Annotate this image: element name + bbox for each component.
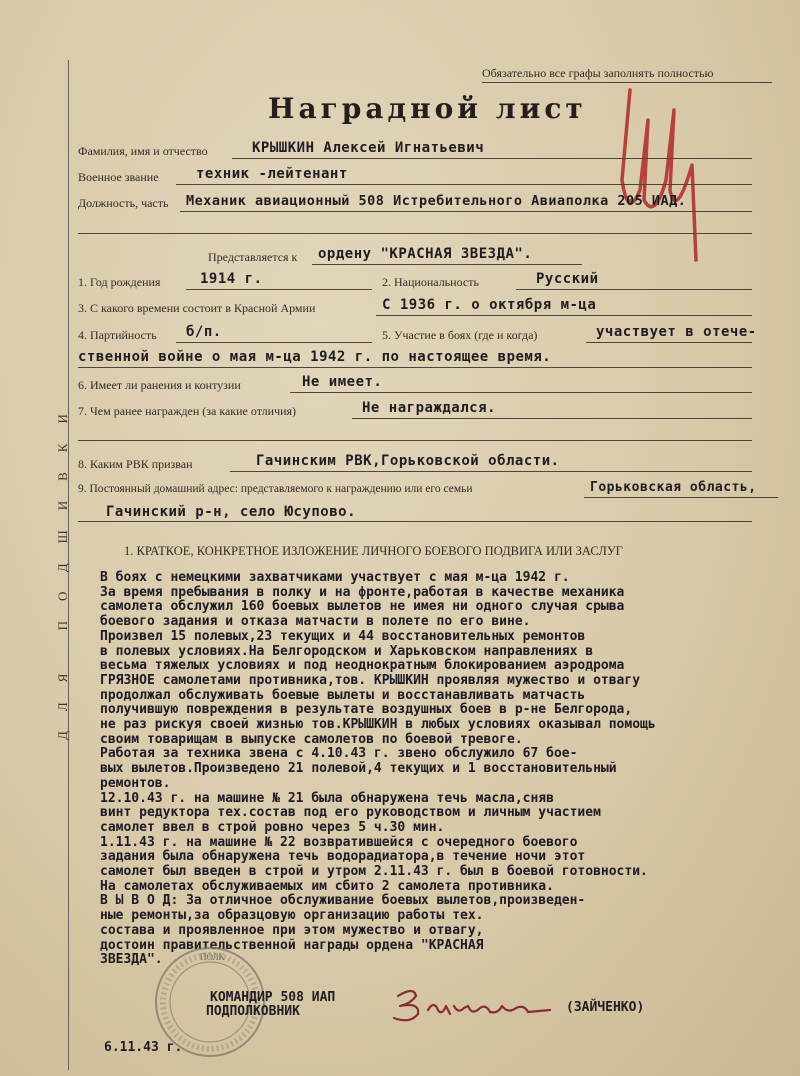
body-text-line: самолет был введен в строй и утром 2.11.43 г. был в боевой готовности. — [100, 864, 648, 879]
body-text-line: не раз рискуя своей жизнью тов.КРЫШКИН в любых условиях оказывал помощь — [100, 717, 656, 732]
commander-name: (ЗАЙЧЕНКО) — [566, 1000, 645, 1015]
address-label: 9. Постоянный домашний адрес: представляемого к награждению или его семьи — [78, 483, 473, 495]
prior-awards-line-2 — [78, 440, 752, 441]
address-value: Горьковская область, — [590, 480, 757, 495]
body-text-line: достоин правительственной награды ордена "КРАСНАЯ — [100, 937, 484, 953]
body-text-line: продолжал обслуживать боевые вылеты и восстанавливать матчасть — [100, 687, 586, 703]
body-text-line: В Ы В О Д: За отличное обслуживание боевых вылетов,произведен- — [100, 893, 586, 909]
position-line-2 — [78, 233, 752, 234]
rank-line — [176, 184, 752, 185]
position-value: Механик авиационный 508 Истребительного Авиаполка 205 ИАД. — [186, 193, 687, 209]
commander-line: КОМАНДИР 508 ИАП — [210, 990, 336, 1005]
birth-year-value: 1914 г. — [200, 271, 263, 287]
wounds-value: Не имеет. — [302, 374, 383, 390]
position-line — [180, 211, 752, 212]
wounds-line — [290, 392, 752, 393]
body-text-line: боевого задания и отказа матчасти в полете по его вине. — [100, 614, 531, 630]
body-text-line: Работая за техника звена с 4.10.43 г. звено обслужило 67 бое- — [100, 746, 578, 762]
rvk-value: Гачинским РВК,Горьковской области. — [256, 453, 560, 469]
rvk-line — [230, 471, 752, 472]
body-text-line: ные ремонты,за образцовую организацию работы тех. — [100, 908, 484, 924]
address-line-2 — [78, 521, 752, 522]
army-since-line — [376, 315, 752, 316]
nationality-label: 2. Национальность — [382, 275, 479, 289]
body-text-line: В боях с немецкими захватчиками участвует с мая м-ца 1942 г. — [100, 570, 570, 585]
name-label: Фамилия, имя и отчество — [78, 144, 208, 158]
birth-year-line — [186, 289, 372, 290]
stamp-text: ПОЛК — [200, 952, 225, 962]
body-text-line: самолета обслужил 160 боевых вылетов не имея ни одного случая срыва — [100, 599, 625, 615]
commander-rank: ПОДПОЛКОВНИК — [206, 1004, 300, 1019]
address-value-2: Гачинский р-н, село Юсупово. — [106, 504, 357, 520]
rvk-label: 8. Каким РВК призван — [78, 457, 193, 471]
address-line — [584, 497, 778, 498]
name-line — [232, 158, 752, 159]
body-text-line: За время пребывания в полку и на фронте,работая в качестве механика — [100, 584, 625, 600]
presented-line — [312, 264, 582, 265]
wounds-label: 6. Имеет ли ранения и контузии — [78, 378, 241, 392]
document-date: 6.11.43 г. — [104, 1040, 183, 1055]
body-text-line: Произвел 15 полевых,23 текущих и 44 восстановительных ремонтов — [100, 628, 586, 644]
body-text-line: На самолетах обслуживаемых им сбито 2 самолета противника. — [100, 878, 554, 894]
party-line — [176, 342, 372, 343]
body-text-line: самолет ввел в строй ровно через 5 ч.30 мин. — [100, 819, 445, 835]
battles-value: участвует в отече- — [596, 324, 757, 340]
army-since-value: С 1936 г. о октября м-ца — [382, 297, 597, 313]
prior-awards-value: Не награждался. — [362, 400, 496, 416]
presented-value: ордену "КРАСНАЯ ЗВЕЗДА". — [318, 246, 533, 262]
nationality-value: Русский — [536, 271, 599, 287]
party-label: 4. Партийность — [78, 328, 157, 342]
section-heading: 1. КРАТКОЕ, КОНКРЕТНОЕ ИЗЛОЖЕНИЕ ЛИЧНОГО БОЕВОГО ПОДВИГА ИЛИ ЗАСЛУГ — [124, 544, 623, 558]
presented-label: Представляется к — [208, 250, 298, 264]
party-value: б/п. — [186, 324, 222, 340]
nationality-line — [516, 289, 752, 290]
body-text-line: 12.10.43 г. на машине № 21 была обнаружена течь масла,сняв — [100, 790, 554, 806]
body-text-line: ЗВЕЗДА". — [100, 952, 163, 968]
body-text-line: ремонтов. — [100, 775, 171, 791]
body-text-line: задания была обнаружена течь водорадиатора,в течение ночи этот — [100, 849, 586, 865]
header-note: Обязательно все графы заполнять полностью — [482, 66, 714, 80]
army-since-label: 3. С какого времени состоит в Красной Армии — [78, 301, 316, 315]
battles-value-2: ственной войне о мая м-ца 1942 г. по настоящее время. — [78, 349, 552, 365]
page-title: Наградной лист — [268, 92, 587, 125]
body-text-line: ГРЯЗНОЕ самолетами противника,тов. КРЫШКИН проявляя мужество и отвагу — [100, 672, 641, 688]
body-text-line: весьма тяжелых условиях и под неоднократным блокированием аэродрома — [100, 658, 625, 674]
rank-label: Военное звание — [78, 170, 159, 184]
body-text-line: своим товарищам в выпуске самолетов по боевой тревоге. — [100, 731, 523, 747]
body-text-line: вых вылетов.Произведено 21 полевой,4 текущих и 1 восстановительный — [100, 761, 617, 777]
body-text-line: в полевых условиях.На Белгородском и Харьковском направлениях в — [100, 643, 594, 659]
red-resolution-mark — [600, 70, 720, 270]
body-text-line: винт редуктора тех.состав под его руководством и личным участием — [100, 805, 601, 821]
battles-line — [586, 342, 752, 343]
prior-awards-line — [352, 418, 752, 419]
prior-awards-label: 7. Чем ранее награжден (за какие отличия) — [78, 404, 297, 418]
position-label: Должность, часть — [78, 196, 169, 210]
body-text-line: состава и проявленное при этом мужество и отвагу, — [100, 922, 484, 938]
handwritten-signature — [390, 984, 560, 1028]
rank-value: техник -лейтенант — [196, 166, 348, 182]
battles-label: 5. Участие в боях (где и когда) — [382, 328, 538, 342]
birth-year-label: 1. Год рождения — [78, 275, 161, 289]
body-text-line: 1.11.43 г. на машине № 22 возвратившейся с очередного боевого — [100, 834, 578, 850]
binding-label: ДЛЯ ПОДШИВКИ — [55, 394, 70, 740]
battles-line-2 — [78, 367, 752, 368]
body-text-line: получившую повреждения в результате воздушных боев в р-не Белгорода, — [100, 702, 633, 718]
name-value: КРЫШКИН Алексей Игнатьевич — [252, 140, 485, 156]
